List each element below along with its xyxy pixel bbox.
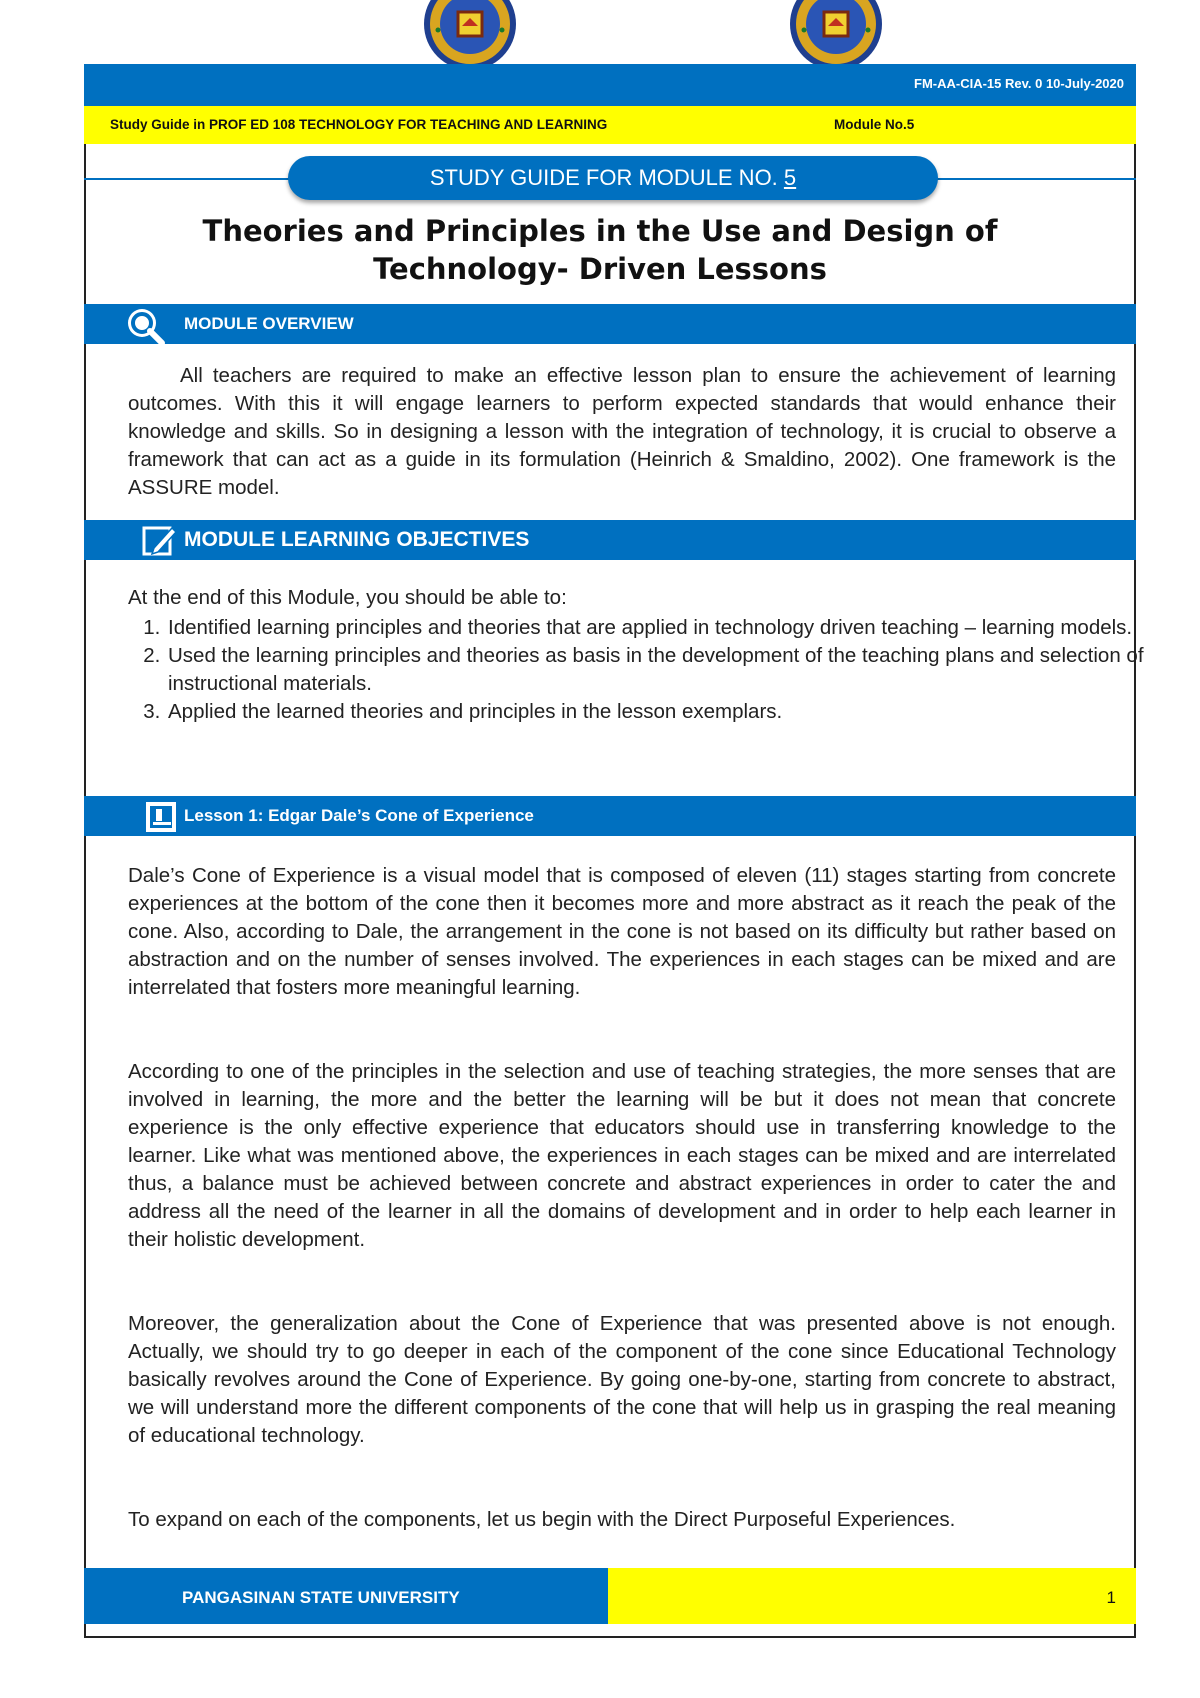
page-title (120, 212, 1080, 288)
title-line-1: Theories and Principles in the Use and Design of (202, 214, 998, 248)
lesson-paragraph: According to one of the principles in the selection and use of teaching strategies, the more senses that are involved in learning, the more and the better the learning will be but it does not mean that concrete experience is the only effective experience that educators should use in transferring knowledge to the learner. Like what was mentioned above, the experiences in each stages can be mixed and are interrelated thus, a balance must be achieved between concrete and abstract experiences in order to cater the and address all the need of the learner in all the domains of development and in order to help each learner in their holistic development. (128, 1060, 1116, 1251)
section-header-overview (84, 304, 1136, 344)
overview-text: All teachers are required to make an effective lesson plan to ensure the achievement of learning outcomes. With this it will engage learners to perform expected standards that would enhance their knowledge and skills. So in designing a lesson with the integration of technology, it is crucial to observe a framework that can act as a guide in its formulation (Heinrich & Smaldino, 2002). One framework is the ASSURE model. (128, 364, 1116, 499)
lesson-paragraph: Dale’s Cone of Experience is a visual model that is composed of eleven (11) stages starting from concrete experiences at the bottom of the cone then it becomes more and more abstract as it reach the peak of the cone. Also, according to Dale, the arrangement in the cone is not based on its difficulty but rather based on abstraction and on the number of senses involved. The experiences in each stages can be mixed and are interrelated that fosters more meaningful learning. (128, 864, 1116, 999)
banner-text: STUDY GUIDE FOR MODULE NO. (429, 165, 784, 190)
footer-yellow-block (608, 1568, 1136, 1624)
magnifier-icon (122, 306, 168, 351)
form-code: FM-AA-CIA-15 Rev. 0 10-July-2020 (914, 76, 1124, 91)
overview-heading: MODULE OVERVIEW (184, 314, 354, 333)
objective-item: 3. Applied the learned theories and principles in the lesson exemplars. (166, 698, 1166, 726)
lesson-heading: Lesson 1: Edgar Dale’s Cone of Experience (184, 806, 534, 825)
module-number: Module No.5 (834, 117, 915, 132)
study-guide-title: Study Guide in PROF ED 108 TECHNOLOGY FOR TEACHING AND LEARNING (110, 117, 608, 132)
pencil-edit-icon (142, 524, 178, 563)
footer-university: PANGASINAN STATE UNIVERSITY (182, 1588, 460, 1607)
book-reader-icon (144, 800, 180, 839)
university-seal-logo-right (788, 0, 884, 70)
banner-number: 5 (783, 165, 797, 190)
objectives-intro: At the end of this Module, you should be able to: (128, 586, 567, 609)
objective-item: 1. Identified learning principles and theories that are applied in technology driven teaching – learning models. (166, 614, 1166, 642)
objectives-heading: MODULE LEARNING OBJECTIVES (184, 528, 530, 551)
module-banner (288, 156, 938, 200)
university-seal-logo-left (422, 0, 518, 70)
page-number: 1 (1106, 1588, 1116, 1607)
objectives-list (128, 614, 1166, 726)
lesson-paragraph: Moreover, the generalization about the Cone of Experience that was presented above is not enough. Actually, we should try to go deeper in each of the component of the cone since Educational Technology basically revolves around the Cone of Experience. By going one-by-one, starting from concrete to abstract, we will understand more the different components of the cone that will help us in grasping the real meaning of educational technology. (128, 1312, 1116, 1447)
lesson-paragraph: To expand on each of the components, let us begin with the Direct Purposeful Experiences. (128, 1508, 956, 1531)
title-line-2: Technology- Driven Lessons (373, 252, 827, 286)
section-header-lesson (84, 796, 1136, 836)
objective-item: 2. Used the learning principles and theories as basis in the development of the teaching plans and selection of instructional materials. (166, 642, 1166, 698)
section-header-objectives (84, 520, 1136, 560)
